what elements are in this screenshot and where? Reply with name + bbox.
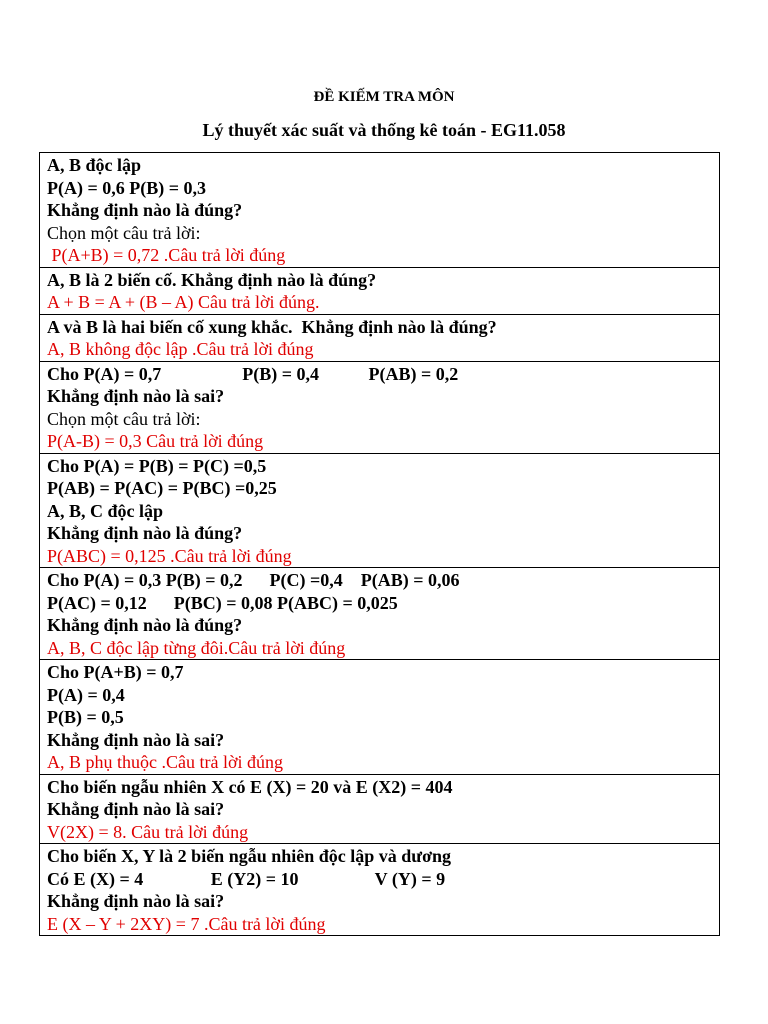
question-line: P(AB) = P(AC) = P(BC) =0,25 (47, 478, 277, 498)
question-line: Cho biến ngẫu nhiên X có E (X) = 20 và E (X2) = 404 (47, 776, 453, 797)
question-cell (40, 568, 720, 660)
question-line: Khẳng định nào là sai? (47, 891, 225, 911)
question-line: P(A) = 0,6 P(B) = 0,3 (47, 177, 206, 198)
answer-line: P(A+B) = 0,72 .Câu trả lời đúng (47, 245, 286, 265)
question-line: Chọn một câu trả lời: (47, 222, 201, 243)
question-row (40, 568, 720, 660)
question-line: Khẳng định nào là đúng? (47, 615, 243, 635)
question-cell (40, 774, 720, 844)
question-line: P(A) = 0,4 (47, 684, 125, 705)
question-cell (40, 361, 720, 453)
question-row (40, 267, 720, 314)
exam-title: ĐỀ KIẾM TRA MÔN (313, 89, 455, 105)
answer-line: E (X – Y + 2XY) = 7 .Câu trả lời đúng (47, 913, 326, 934)
answer-line: P(A-B) = 0,3 Câu trả lời đúng (47, 431, 264, 451)
question-line: Chọn một câu trả lời: (47, 408, 201, 429)
question-row (40, 361, 720, 453)
question-line: Khẳng định nào là sai? (47, 799, 225, 819)
question-line: Khẳng định nào là sai? (47, 729, 225, 750)
question-row (40, 153, 720, 268)
question-line: Cho P(A) = 0,7 P(B) = 0,4 P(AB) = 0,2 (47, 363, 459, 384)
question-line: Cho P(A) = 0,3 P(B) = 0,2 P(C) =0,4 P(AB) = 0,06 (47, 570, 460, 590)
answer-line: P(ABC) = 0,125 .Câu trả lời đúng (47, 545, 292, 566)
question-cell (40, 267, 720, 314)
question-row (40, 314, 720, 361)
question-line: Cho biến X, Y là 2 biến ngẫu nhiên độc lập và dương (47, 846, 452, 866)
question-cell (40, 660, 720, 775)
question-cell (40, 844, 720, 936)
question-line: A, B độc lập (47, 155, 142, 175)
question-cell (40, 153, 720, 268)
question-line: Khẳng định nào là sai? (47, 386, 225, 406)
question-row (40, 774, 720, 844)
answer-line: V(2X) = 8. Câu trả lời đúng (47, 821, 249, 842)
question-line: Có E (X) = 4 E (Y2) = 10 V (Y) = 9 (47, 868, 446, 889)
questions-table (39, 152, 720, 936)
question-row (40, 660, 720, 775)
questions-table-body (40, 153, 720, 936)
question-line: A, B là 2 biến cố. Khẳng định nào là đúng? (47, 269, 377, 290)
exam-subtitle: Lý thuyết xác suất và thống kê toán - EG11.058 (202, 120, 566, 140)
question-row (40, 453, 720, 568)
question-line: Cho P(A) = P(B) = P(C) =0,5 (47, 455, 267, 476)
question-cell (40, 314, 720, 361)
question-row (40, 844, 720, 936)
question-line: A, B, C độc lập (47, 500, 164, 521)
question-line: P(B) = 0,5 (47, 707, 124, 727)
question-line: A và B là hai biến cố xung khắc. Khẳng định nào là đúng? (47, 316, 497, 337)
answer-line: A, B không độc lập .Câu trả lời đúng (47, 339, 314, 359)
question-line: P(AC) = 0,12 P(BC) = 0,08 P(ABC) = 0,025 (47, 592, 398, 613)
question-line: Khẳng định nào là đúng? (47, 200, 243, 220)
question-line: Khẳng định nào là đúng? (47, 523, 243, 543)
question-cell (40, 453, 720, 568)
answer-line: A + B = A + (B – A) Câu trả lời đúng. (47, 292, 320, 312)
answer-line: A, B phụ thuộc .Câu trả lời đúng (47, 752, 283, 772)
answer-line: A, B, C độc lập từng đôi.Câu trả lời đúng (47, 637, 346, 658)
question-line: Cho P(A+B) = 0,7 (47, 662, 184, 682)
